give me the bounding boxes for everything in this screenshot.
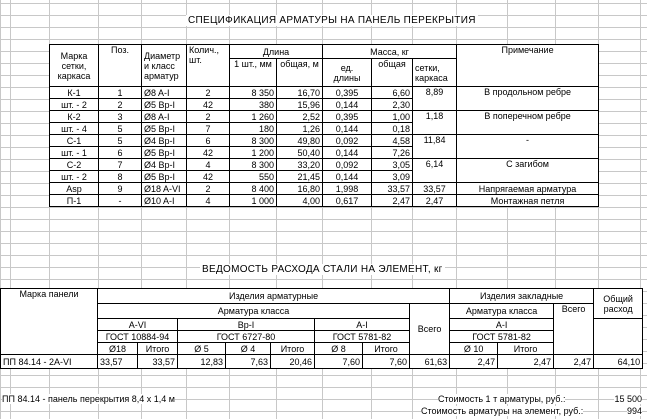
spec-cell-len: 8 300 <box>230 135 277 147</box>
spec-cell-diam: Ø4 Вр-I <box>142 135 187 147</box>
header-qty: Колич., шт. <box>187 45 230 87</box>
steel-h-total: Всего <box>410 304 450 355</box>
header-mass-total: общая <box>372 59 413 87</box>
spec-cell-unit: 0,144 <box>323 171 372 183</box>
spec-table <box>49 44 599 207</box>
spec-cell-mark: шт. - 1 <box>50 147 99 159</box>
spec-cell-len: 8 300 <box>230 159 277 171</box>
header-note: Примечание <box>457 45 599 87</box>
steel-d8: Ø 8 <box>315 343 363 355</box>
spec-cell-unit: 0,144 <box>323 99 372 111</box>
spec-cell-mark: шт. - 4 <box>50 123 99 135</box>
spec-row <box>50 159 599 171</box>
spec-cell-unit: 0,617 <box>323 195 372 207</box>
spec-cell-mass: 2,30 <box>372 99 413 111</box>
steel-itog2: Итого <box>271 343 315 355</box>
spec-cell-qty: 2 <box>187 111 230 123</box>
spec-cell-note: Напрягаемая арматура <box>457 183 599 195</box>
spec-row <box>50 195 599 207</box>
spec-cell-len: 550 <box>230 171 277 183</box>
steel-itog4: Итого <box>498 343 554 355</box>
spec-cell-len: 1 000 <box>230 195 277 207</box>
header-len-unit: 1 шт., мм <box>230 59 277 87</box>
spec-cell-mark: шт. - 2 <box>50 171 99 183</box>
spec-row <box>50 111 599 123</box>
spec-cell-diam: Ø8 A-I <box>142 87 187 99</box>
spec-cell-total: 16,70 <box>277 87 323 99</box>
spec-cell-qty: 4 <box>187 159 230 171</box>
cost-label: Стоимость 1 т арматуры, руб.: <box>438 394 566 404</box>
header-mass: Масса, кг <box>323 45 457 59</box>
steel-class-avi: A-VI <box>98 319 178 331</box>
spec-cell-unit: 0,395 <box>323 111 372 123</box>
spec-row <box>50 135 599 147</box>
steel-cell-v5: 12,83 <box>178 355 226 369</box>
spec-cell-mass: 4,58 <box>372 135 413 147</box>
spec-row <box>50 183 599 195</box>
spec-cell-mesh: 33,57 <box>413 183 457 195</box>
spec-cell-qty: 42 <box>187 99 230 111</box>
spec-title: СПЕЦИФИКАЦИЯ АРМАТУРЫ НА ПАНЕЛЬ ПЕРЕКРЫТИЯ <box>188 15 476 26</box>
spec-cell-mark: П-1 <box>50 195 99 207</box>
steel-itog3: Итого <box>363 343 410 355</box>
spec-cell-qty: 6 <box>187 135 230 147</box>
spec-cell-mark: К-2 <box>50 111 99 123</box>
spec-cell-mesh: 8,89 <box>413 87 457 111</box>
spec-cell-pos: 7 <box>99 159 142 171</box>
steel-cell-v10: 2,47 <box>450 355 498 369</box>
steel-class-vri: Вр-I <box>178 319 315 331</box>
spec-cell-mesh: 11,84 <box>413 135 457 159</box>
spec-cell-pos: 3 <box>99 111 142 123</box>
steel-gost-ai: ГОСТ 5781-82 <box>315 331 410 343</box>
spec-cell-mesh: 1,18 <box>413 111 457 135</box>
steel-cell-i4: 2,47 <box>498 355 554 369</box>
spec-cell-total: 33,20 <box>277 159 323 171</box>
steel-title: ВЕДОМОСТЬ РАСХОДА СТАЛИ НА ЭЛЕМЕНТ, кг <box>202 264 443 275</box>
spec-cell-note: В продольном ребре <box>457 87 599 111</box>
spec-cell-total: 2,52 <box>277 111 323 123</box>
spec-cell-mass: 2,47 <box>372 195 413 207</box>
steel-d18: Ø18 <box>98 343 138 355</box>
spec-cell-mark: С-2 <box>50 159 99 171</box>
spec-cell-qty: 42 <box>187 171 230 183</box>
steel-data-row <box>1 355 643 369</box>
spec-cell-note: Монтажная петля <box>457 195 599 207</box>
spec-cell-diam: Ø5 Вр-I <box>142 147 187 159</box>
header-mark: Марка сетки, каркаса <box>50 45 99 87</box>
steel-cell-i1: 33,57 <box>138 355 178 369</box>
steel-d4: Ø 4 <box>226 343 271 355</box>
steel-gost-vri: ГОСТ 6727-80 <box>178 331 315 343</box>
spec-cell-diam: Ø5 Вр-I <box>142 171 187 183</box>
spec-cell-unit: 0,144 <box>323 147 372 159</box>
header-pos: Поз. <box>99 45 142 87</box>
element-cost-label: Стоимость арматуры на элемент, руб.: <box>421 406 584 416</box>
steel-cell-v18: 33,57 <box>98 355 138 369</box>
spec-cell-total: 49,80 <box>277 135 323 147</box>
spec-cell-mass: 0,18 <box>372 123 413 135</box>
spec-cell-diam: Ø5 Вр-I <box>142 123 187 135</box>
spec-cell-pos: 2 <box>99 99 142 111</box>
spec-cell-qty: 4 <box>187 195 230 207</box>
steel-h-emb-class: Арматура класса <box>450 304 554 319</box>
spec-cell-diam: Ø10 A-I <box>142 195 187 207</box>
spec-cell-diam: Ø18 A-VI <box>142 183 187 195</box>
steel-table <box>0 288 643 369</box>
spec-cell-unit: 0,092 <box>323 135 372 147</box>
spec-cell-qty: 42 <box>187 147 230 159</box>
spec-cell-pos: 5 <box>99 123 142 135</box>
spec-cell-total: 15,96 <box>277 99 323 111</box>
spec-cell-mark: Asp <box>50 183 99 195</box>
footer-caption: ПП 84.14 - панель перекрытия 8,4 х 1,4 м <box>2 394 175 404</box>
steel-cell-v4: 7,63 <box>226 355 271 369</box>
steel-class-ai: A-I <box>315 319 410 331</box>
spec-cell-len: 1 200 <box>230 147 277 159</box>
steel-h-rebar-class: Арматура класса <box>98 304 410 319</box>
spec-cell-total: 50,40 <box>277 147 323 159</box>
spec-cell-mark: шт. - 2 <box>50 99 99 111</box>
spec-cell-mass: 7,26 <box>372 147 413 159</box>
steel-d5: Ø 5 <box>178 343 226 355</box>
spec-cell-pos: 9 <box>99 183 142 195</box>
spec-cell-pos: 1 <box>99 87 142 99</box>
spec-cell-unit: 0,092 <box>323 159 372 171</box>
steel-cell-i3: 7,60 <box>363 355 410 369</box>
spec-cell-diam: Ø4 Вр-I <box>142 159 187 171</box>
spec-cell-qty: 7 <box>187 123 230 135</box>
spec-cell-note: С загибом <box>457 159 599 183</box>
header-mass-unit: ед. длины <box>323 59 372 87</box>
cost-value: 15 500 <box>614 394 642 404</box>
spec-cell-len: 380 <box>230 99 277 111</box>
spec-cell-note: - <box>457 135 599 159</box>
spec-cell-len: 8 350 <box>230 87 277 99</box>
steel-h-embedded: Изделия закладные <box>450 289 594 304</box>
element-cost-value: 994 <box>626 406 642 416</box>
spec-cell-unit: 0,395 <box>323 87 372 99</box>
spec-cell-len: 8 400 <box>230 183 277 195</box>
steel-class-ai2: A-I <box>450 319 554 331</box>
steel-h-rebar-items: Изделия арматурные <box>98 289 450 304</box>
spec-cell-qty: 2 <box>187 87 230 99</box>
steel-cell-i2: 20,46 <box>271 355 315 369</box>
steel-h-total-all: Общий расход <box>594 289 643 319</box>
spec-cell-mass: 1,00 <box>372 111 413 123</box>
spec-cell-qty: 2 <box>187 183 230 195</box>
spec-cell-len: 180 <box>230 123 277 135</box>
header-diam: Диаметр и класс арматур <box>142 45 187 87</box>
spec-cell-pos: - <box>99 195 142 207</box>
spec-cell-total: 1,26 <box>277 123 323 135</box>
steel-cell-grand: 64,10 <box>594 355 643 369</box>
steel-panel-name: ПП 84.14 - 2А-VI <box>1 355 98 369</box>
steel-itog1: Итого <box>138 343 178 355</box>
header-mass-mesh: сетки, каркаса <box>413 59 457 87</box>
steel-cell-total: 61,63 <box>410 355 450 369</box>
spec-cell-mass: 6,60 <box>372 87 413 99</box>
spec-cell-len: 1 260 <box>230 111 277 123</box>
spec-cell-mass: 3,09 <box>372 171 413 183</box>
spec-cell-mesh: 6,14 <box>413 159 457 183</box>
spec-cell-diam: Ø8 A-I <box>142 111 187 123</box>
header-length: Длина <box>230 45 323 59</box>
steel-d10: Ø 10 <box>450 343 498 355</box>
spec-cell-unit: 0,144 <box>323 123 372 135</box>
spec-cell-pos: 8 <box>99 171 142 183</box>
steel-gost-avi: ГОСТ 10884-94 <box>98 331 178 343</box>
spec-cell-unit: 1,998 <box>323 183 372 195</box>
spec-cell-total: 21,45 <box>277 171 323 183</box>
spec-row <box>50 87 599 99</box>
header-len-total: общая, м <box>277 59 323 87</box>
spec-cell-pos: 5 <box>99 135 142 147</box>
steel-cell-total2: 2,47 <box>554 355 594 369</box>
steel-h-total2: Всего <box>554 304 594 355</box>
spec-cell-mass: 33,57 <box>372 183 413 195</box>
spec-cell-mark: К-1 <box>50 87 99 99</box>
steel-gost-ai2: ГОСТ 5781-82 <box>450 331 554 343</box>
steel-h-panel: Марка панели <box>1 289 98 355</box>
steel-cell-v8: 7,60 <box>315 355 363 369</box>
spec-cell-note: В поперечном ребре <box>457 111 599 135</box>
spec-cell-total: 16,80 <box>277 183 323 195</box>
spec-cell-diam: Ø5 Вр-I <box>142 99 187 111</box>
spec-cell-total: 4,00 <box>277 195 323 207</box>
spec-cell-mass: 3,05 <box>372 159 413 171</box>
spec-cell-mesh: 2,47 <box>413 195 457 207</box>
spec-cell-mark: С-1 <box>50 135 99 147</box>
spec-cell-pos: 6 <box>99 147 142 159</box>
